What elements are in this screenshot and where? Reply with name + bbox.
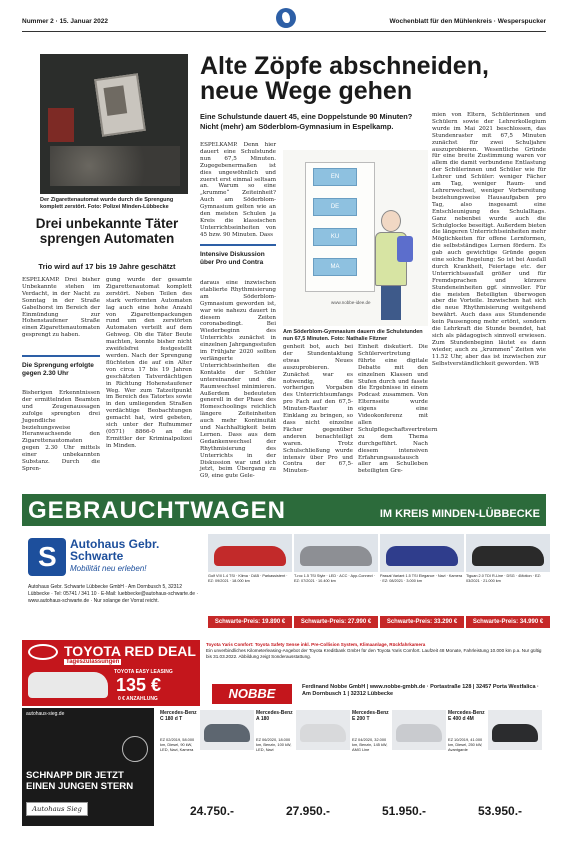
dealer-slogan: Mobilität neu erleben! bbox=[70, 564, 147, 573]
leasing-rate: 135 € bbox=[116, 675, 162, 695]
car-photo bbox=[208, 534, 292, 572]
mercedes-offer bbox=[160, 708, 256, 826]
car-price: 24.750.- bbox=[190, 804, 235, 818]
deal-title: TOYOTA RED DEAL bbox=[64, 643, 196, 659]
paper-name: Wochenblatt für den Mühlenkreis · Wesperspucker bbox=[389, 18, 546, 25]
story-column: gung wurde der gesamte Zigarettenautomat komplett zerstört. Neben Teilen des stark verformten Automaten lag auch eine hohe Anzahl von Zigarettenpackungen rund um den zerstörten Automaten verteilt auf dem Gehweg. Ob die Täter Beute machten, konnte bisher nicht zweifelsfrei festgestellt werden. Nach der Sprengung flüchteten die auf ein Alter von circa 17 bis 19 Jahren geschätzten Tatverdächtigen in Richtung Hohenstaufener Weg. Wer zum Tatzeitpunkt im Bereich des Tatortes sowie in den umliegenden Straßen verdächtige Beobachtungen gemacht hat, wird gebeten, sich unter der Rufnummer (0571) 8866-0 an die Ermittler der Kriminalpolizei in Minden. bbox=[106, 277, 192, 449]
car-description: T-roc 1.5 TSI Style · LED · ACC · App-Connect · EZ: 07/2021 · 10.400 km bbox=[294, 574, 375, 583]
story-column: ESPELKAMP. Drei bisher Unbekannte stehen im Verdacht, in der Nacht zu Sonntag in der Straße Gabelhorst im Bereich der Einmündung zur Hohenstaufener Straße einen Zigarettenautomaten gesprengt zu haben. bbox=[22, 277, 100, 339]
ad-smallprint: Ein unverbindliches Kilometerleasing-Angebot der Toyota Kreditbank GmbH für den Toyota Yaris Comfort. Laufzeit 48 Monate, Fahrleistung 10.000 km p.a. Nur gültig bis 31.03.2022. Abbildung zeigt Sonderausstattung. bbox=[206, 648, 542, 659]
subject-label: DE bbox=[313, 198, 357, 216]
story-teaser: Die Sprengung erfolgte gegen 2.30 Uhr bbox=[22, 355, 100, 378]
car-name: Mercedes-Benz A 180 bbox=[256, 710, 293, 722]
story-column: ESPELKAMP. Denn hier dauert eine Schulstunde nun 67,5 Minuten. Zugegebenermaßen ist dies ungewöhnlich und zuerst erst einmal seltsam an. Warum so eine „krumme“ Zeiteinheit? Auch am Söderblom-Gymnasium gelten wie an den meisten Schulen ja Kreis die klassischen Unterrichtseinheiten von 45 bzw. 90 Minuten. Dass bbox=[200, 142, 276, 238]
toyota-logo-icon bbox=[28, 644, 58, 660]
car-name: Mercedes-Benz E 400 d 4M bbox=[448, 710, 485, 722]
ad-text bbox=[206, 642, 546, 660]
vending-machine-photo bbox=[40, 54, 188, 194]
dealer-block bbox=[22, 532, 202, 628]
car-photo bbox=[294, 534, 378, 572]
subject-label: KU bbox=[313, 228, 357, 246]
illustration-credit: www.nobbe-idee.de bbox=[331, 300, 371, 305]
ad-banner bbox=[22, 494, 546, 526]
ad-slogan: SCHNAPP DIR JETZT EINEN JUNGEN STERN bbox=[26, 770, 134, 792]
issue-label: Nummer 2 · 15. Januar 2022 bbox=[22, 18, 108, 25]
mercedes-star-icon bbox=[122, 736, 148, 762]
story-subhead: Trio wird auf 17 bis 19 Jahre geschätzt bbox=[38, 262, 176, 271]
mercedes-ad bbox=[22, 708, 546, 833]
photo-caption: Der Zigarettenautomat wurde durch die Sprengung komplett zerstört. Foto: Polizei Minden-Lübbecke bbox=[40, 197, 174, 210]
dealer-address: Ferdinand Nobbe GmbH | www.nobbe-gmbh.de · Portastraße 128 | 32457 Porta Westfalica · Am Dornbusch 1 | 32312 Lübbecke bbox=[302, 684, 539, 697]
nobbe-logo: NOBBE bbox=[212, 684, 292, 704]
subject-label: MA bbox=[313, 258, 357, 276]
ad-highlight: Toyota Yaris Comfort: Toyota Safety Sense inkl. Pre-Collision System, Klimaanlage, Rückfahrkamera bbox=[206, 642, 426, 647]
photo-caption: Am Söderblom-Gymnasium dauern die Schulstunden nun 67,5 Minuten. Foto: Nathalie Fitzner bbox=[283, 329, 423, 342]
car-details: EZ 04/2020, 32.000 km, Benzin, 145 kW, AMG Line bbox=[352, 737, 388, 752]
car-description: Golf VIII 1.4 TSI · Klima · DAB · Parkassistent · EZ: 09/2021 · 18.000 km bbox=[208, 574, 288, 583]
story-headline: Drei unbekannte Täter sprengen Automaten bbox=[35, 216, 179, 246]
car-details: EZ 10/2019, 41.000 km, Diesel, 250 kW, Avantgarde bbox=[448, 737, 483, 752]
sieg-panel bbox=[22, 708, 154, 826]
car-price: 27.950.- bbox=[286, 804, 331, 818]
car-price: Schwarte-Preis: 33.290 € bbox=[380, 616, 464, 628]
car-photo bbox=[488, 710, 542, 750]
mercedes-offer bbox=[448, 708, 544, 826]
car-offer bbox=[294, 534, 378, 630]
school-illustration bbox=[283, 150, 428, 326]
subject-label: EN bbox=[313, 168, 357, 186]
car-photo bbox=[466, 534, 550, 572]
ad-title: GEBRAUCHTWAGEN bbox=[28, 497, 286, 524]
deal-tag: Tageszulassungen bbox=[66, 659, 120, 665]
student-figure bbox=[369, 210, 415, 322]
story-column: Bisherigen Erkenntnissen der ermittelnden Beamten und Zeugenaussagen zufolge sprengten drei Jugendliche beziehungsweise Heranwachsende den Zigarettenautomaten gegen 2.30 Uhr mittels einer unbekannten Substanz. Durch die Spren- bbox=[22, 390, 100, 472]
car-price: Schwarte-Preis: 27.990 € bbox=[294, 616, 378, 628]
down-payment: 0 € ANZAHLUNG bbox=[118, 696, 158, 702]
car-details: EZ 06/2020, 18.000 km, Benzin, 100 kW, LED, Navi bbox=[256, 737, 292, 752]
car-name: Mercedes-Benz C 180 d T bbox=[160, 710, 197, 722]
car-photo bbox=[392, 710, 446, 750]
car-name: Mercedes-Benz E 200 T bbox=[352, 710, 389, 722]
main-headline: Alte Zöpfe abschneiden, neue Wege gehen bbox=[200, 52, 489, 105]
car-photo bbox=[380, 534, 464, 572]
story-column: Einheit diskutiert. Die Schülervertretung führte eine digitale Debatte mit den einzelnen Klassen und Stufen durch und fasste die Ergebnisse in einem Podcast zusammen. Von Elternseite wurde eigens eine Videokonferenz mit allen Schulpflegschaftsvertretern zu dem Thema durchgeführt. Nach diesem intensiven Erfahrungsaustausch aller am Schulleben beteiligten Gre- bbox=[358, 344, 438, 475]
sieg-logo: Autohaus Sieg bbox=[26, 802, 88, 816]
story-column: mien von Eltern, Schülerinnen und Schülern sowie der Lehrerkollegium wurde im Mai 2021 beschlossen, das Stundenraster mit 67,5 Minuten zunächst für zwei Schuljahre auszuprobieren. Wesentliche Gründe für eine breite Zustimmung waren vor allem die damit verbundene Entlastung der Schülerinnen und Schüler wie für Lehrer und Schüler: weniger Fächer am Tag, weniger Raum- und Lehrerwechsel, weniger Vorbereitung beziehungsweise Hausaufgaben pro Tag, also insgesamt eine Entschleunigung des Schulalltags. Ganz nebenbei wurde auch die Schulglocke beseitigt. Außerdem bieten die längeren Unterrichtseinheiten mehr Möglichkeiten für offene Lernformen, die selbstständiges Lernen fördern. Es gab auch gewichtige Gründe gegen eine solche Regelung: So ist bei Ausfall durch Krankheit, Feiertage etc. der Unterrichtsausfall größer und für Fremdsprachen und kürzere Stundeneinheiten ggf. sinnvoller. Für die meisten Beteiligten überwogen aber die Vorteile. Inzwischen hat sich die neue Rhythmisierung weitgehend bewährt. Auch dass aus Stundenende kein Pausengong mehr ertönt, sondern die Lehrkraft die Stunde beendet, hat sich als pädagogisch sinnvoll erwiesen. Zum Stundenbeginn läutet es dann wieder, auch zu „krummen“ Zeiten wie 11.52 Uhr, aber das ist inzwischen zur Selbstverständlichkeit geworden. WB bbox=[432, 112, 546, 367]
dealer-url: autohaus-sieg.de bbox=[26, 711, 65, 717]
car-description: Tiguan 2.0 TDI R-Line · DSG · 4Motion · EZ: 03/2021 · 21.000 km bbox=[466, 574, 541, 583]
photo-detail bbox=[94, 73, 146, 137]
used-cars-ad bbox=[22, 494, 546, 634]
ad-subtitle: IM KREIS MINDEN-LÜBBECKE bbox=[379, 508, 540, 520]
story-teaser: Intensive Diskussion über Pro und Contra bbox=[200, 244, 276, 267]
car-price: Schwarte-Preis: 19.890 € bbox=[208, 616, 292, 628]
car-description: Passat Variant 1.5 TSI Elegance · Navi · Kamera · EZ: 08/2021 · 3.000 km bbox=[380, 574, 463, 583]
car-photo bbox=[200, 710, 254, 750]
red-deal-panel bbox=[22, 640, 200, 706]
page-header bbox=[22, 10, 546, 32]
car-offer bbox=[380, 534, 464, 630]
dealer-info: Autohaus Gebr. Schwarte Lübbecke GmbH · Am Dornbusch 5, 32312 Lübbecke · Tel: 05741 / 341 10 · E-Mail: luebbecke@autohaus-schwarte.de · www.autohaus-schwarte.de · Nur solange der Vorrat reicht. bbox=[28, 584, 199, 604]
paper-logo-icon bbox=[276, 8, 296, 28]
photo-detail bbox=[48, 108, 74, 142]
car-offer bbox=[466, 534, 550, 630]
mercedes-offer bbox=[352, 708, 448, 826]
car-price: 51.950.- bbox=[382, 804, 427, 818]
main-lead: Eine Schulstunde dauert 45, eine Doppelstunde 90 Minuten? Nicht (mehr) am Söderblom-Gymnasium in Espelkamp. bbox=[200, 112, 413, 131]
car-offer bbox=[208, 534, 292, 630]
story-column: daraus eine inzwischen etablierte Rhythmisierung am Söderblom-Gymnasium geworden ist, war wie nahezu dauert in diesem Zeiten coronabedingt. Bei Wiederbeginn des Unterrichts zunächst in einzelnen Jahrgangsstufen im Frühjahr 2020 sollten verlängerte Unterrichtseinheiten die Kontakte der Schüler untereinander und die Raumwechsel minimieren. Außerdem bedeuteten generell in der Phase des Homeschoolings reichlich längere Zeiteinheiten auch mehr Kontinuität und Nachhaltigkeit beim Lernen. Dass aus dem Gedankenwechsel der Rhythmisierung des Unterrichts in der Diskussion war und sich jetzt, beim Übergang zu G9, eine gute Gele- bbox=[200, 280, 276, 480]
story-column: genheit bot, auch bei der Stundentaktung etwas Neues auszuprobieren. Zunächst war es notwendig, die vorherigen Vorgaben des Unterrichtsumfangs pro Fach auf den 67,5-Minuten-Raster in Einklang zu bringen, so dass nicht einzelne Fächer gegenüber anderen benachteiligt waren. Trotz Schulschließung wurde intensiv über Pro und Contra der 67,5-Minuten- bbox=[283, 344, 353, 475]
car-photo bbox=[296, 710, 350, 750]
car-photo bbox=[28, 672, 108, 698]
photo-detail bbox=[50, 146, 180, 186]
car-details: EZ 02/2019, 58.000 km, Diesel, 90 kW, LED, Navi, Kamera bbox=[160, 737, 195, 752]
car-price: Schwarte-Preis: 34.990 € bbox=[466, 616, 550, 628]
schwarte-logo-icon bbox=[28, 538, 66, 576]
mercedes-offer bbox=[256, 708, 352, 826]
toyota-ad bbox=[22, 640, 546, 706]
car-price: 53.950.- bbox=[478, 804, 523, 818]
leasing-label: TOYOTA EASY LEASING bbox=[114, 669, 173, 675]
dealer-name: Autohaus Gebr. Schwarte bbox=[70, 537, 160, 563]
